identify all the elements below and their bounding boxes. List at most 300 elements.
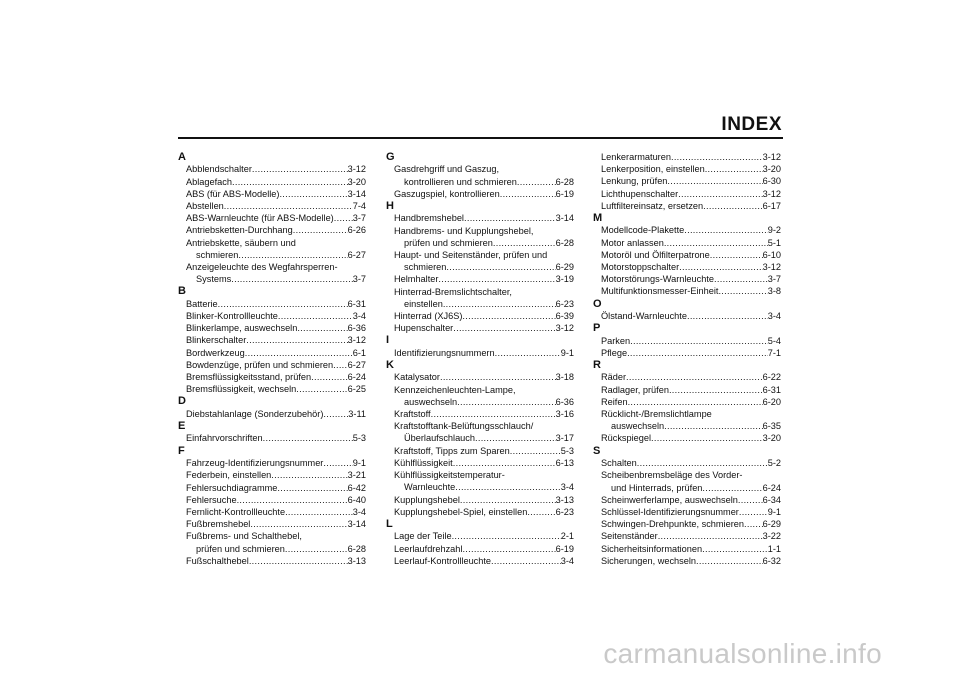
- index-letter-heading: H: [386, 200, 394, 213]
- index-entry-page: 6-1: [352, 347, 366, 358]
- index-entry: [593, 347, 781, 359]
- index-entry-term: Systems: [196, 274, 232, 285]
- index-entry-page: 3-4: [560, 555, 574, 566]
- index-entry-page: 9-1: [560, 347, 574, 358]
- index-letter-heading: M: [593, 212, 603, 225]
- dot-leader: [493, 237, 556, 249]
- index-entry-page: 3-12: [347, 164, 366, 175]
- dot-leader: [679, 261, 762, 273]
- index-entry: [593, 530, 781, 542]
- dot-leader: [238, 249, 347, 261]
- dot-leader: [658, 530, 763, 542]
- index-entry: [386, 555, 574, 567]
- index-entry-page: 3-7: [352, 213, 366, 224]
- index-entry-page: 6-42: [347, 482, 366, 493]
- index-entry: [178, 200, 366, 212]
- dot-leader: [678, 188, 762, 200]
- index-entry-term: Leerlauf-Kontrollleuchte: [394, 555, 492, 566]
- index-entry-page: 3-4: [352, 506, 366, 517]
- dot-leader: [323, 457, 352, 469]
- index-entry-term: Kühlflüssigkeit: [394, 457, 453, 468]
- dot-leader: [714, 273, 768, 285]
- index-entry-term: Abstellen: [186, 201, 224, 212]
- index-entry-page: 3-14: [347, 519, 366, 530]
- index-entry: [593, 151, 781, 163]
- index-entry-page: 1-1: [767, 543, 781, 554]
- index-entry-page: 9-1: [767, 506, 781, 517]
- index-entry-page: 3-4: [767, 311, 781, 322]
- index-entry-term: Lenkerposition, einstellen: [601, 164, 705, 175]
- index-letter-heading: D: [178, 395, 186, 408]
- index-entry-page: 3-8: [767, 286, 781, 297]
- index-entry-term: Hupenschalter: [394, 323, 454, 334]
- dot-leader: [431, 408, 556, 420]
- dot-leader: [237, 494, 348, 506]
- index-entry-term: Fehlersuchdiagramme: [186, 482, 278, 493]
- dot-leader: [684, 224, 767, 236]
- dot-leader: [311, 371, 348, 383]
- index-entry-page: 3-12: [347, 335, 366, 346]
- index-entry: [386, 543, 574, 555]
- index-entry-page: 6-26: [347, 225, 366, 236]
- index-entry-term: Motorstörungs-Warnleuchte: [601, 274, 715, 285]
- index-entry-page: 5-4: [767, 335, 781, 346]
- index-entry-term: Federbein, einstellen: [186, 470, 272, 481]
- index-entry-term: Bremsflüssigkeitsstand, prüfen: [186, 372, 312, 383]
- index-entry: [386, 212, 574, 224]
- index-entry-term: Lenkerarmaturen: [601, 152, 671, 162]
- index-entry-page: 6-24: [347, 372, 366, 383]
- index-entry-term: Bordwerkzeug: [186, 347, 245, 358]
- index-entry-page: 6-32: [762, 555, 781, 566]
- index-entry-term: Sicherungen, wechseln: [601, 555, 696, 566]
- index-entry-term: Einfahrvorschriften: [186, 433, 263, 444]
- index-entry: [178, 298, 366, 310]
- index-entry-page: 3-14: [347, 188, 366, 199]
- index-entry-page: 5-3: [352, 433, 366, 444]
- index-entry: [386, 396, 574, 408]
- dot-leader: [250, 518, 347, 530]
- dot-leader: [475, 432, 556, 444]
- index-entry-heading: Hinterrad-Bremslichtschalter,: [394, 286, 512, 297]
- index-entry-page: 6-23: [555, 506, 574, 517]
- dot-leader: [500, 188, 556, 200]
- index-entry-page: 6-31: [762, 384, 781, 395]
- index-entry-page: 3-16: [555, 409, 574, 420]
- dot-leader: [744, 518, 763, 530]
- index-entry: [593, 506, 781, 518]
- dot-leader: [245, 347, 353, 359]
- index-entry-page: 3-14: [555, 213, 574, 224]
- index-entry-page: 6-27: [347, 359, 366, 370]
- index-entry-page: 3-11: [348, 408, 366, 419]
- index-entry: [386, 188, 574, 200]
- index-entry: [386, 530, 574, 542]
- dot-leader: [218, 298, 348, 310]
- index-entry-term: Hinterrad (XJ6S): [394, 311, 463, 322]
- dot-leader: [464, 212, 556, 224]
- index-entry-term: kontrollieren und schmieren: [404, 176, 517, 187]
- dot-leader: [664, 237, 768, 249]
- index-entry: [593, 457, 781, 469]
- index-entry-term: Pflege: [601, 347, 628, 358]
- dot-leader: [671, 151, 763, 163]
- index-entry-term: Luftfiltereinsatz, ersetzen: [601, 200, 704, 211]
- index-entry-page: 6-36: [555, 396, 574, 407]
- index-entry-page: 9-2: [767, 225, 781, 236]
- index-entry-term: Blinkerlampe, auswechseln: [186, 323, 298, 334]
- index-entry-page: 5-1: [767, 237, 781, 248]
- index-entry: [593, 482, 781, 494]
- dot-leader: [637, 457, 768, 469]
- index-entry-term: Multifunktionsmesser-Einheit: [601, 286, 719, 297]
- index-entry-term: Antriebsketten-Durchhang: [186, 225, 293, 236]
- dot-leader: [739, 506, 768, 518]
- index-entry: [593, 163, 781, 175]
- index-entry: [178, 347, 366, 359]
- index-entry: [593, 273, 781, 285]
- index-entry-page: 3-7: [767, 274, 781, 285]
- index-entry-page: 9-1: [352, 458, 366, 469]
- index-entry: [386, 322, 574, 334]
- index-entry: [178, 482, 366, 494]
- index-entry-heading: Kühlflüssigkeitstemperatur-: [394, 470, 505, 481]
- index-entry: [593, 175, 781, 187]
- index-entry-term: Scheinwerferlampe, auswechseln: [601, 494, 738, 505]
- dot-leader: [252, 163, 348, 175]
- index-entry: [178, 506, 366, 518]
- index-entry: [178, 188, 366, 200]
- index-entry: [386, 310, 574, 322]
- index-entry-page: 6-29: [762, 519, 781, 530]
- index-entry: [386, 408, 574, 420]
- index-entry-term: Ablagefach: [186, 176, 232, 187]
- index-letter-heading: I: [386, 334, 390, 347]
- index-entry-heading: Kraftstofftank-Belüftungsschlauch/: [394, 421, 534, 432]
- index-entry-term: Überlaufschlauch: [404, 433, 475, 444]
- index-entry-page: 6-17: [762, 200, 781, 211]
- index-entry-page: 3-20: [762, 164, 781, 175]
- index-entry-term: Leerlaufdrehzahl: [394, 543, 463, 554]
- dot-leader: [323, 408, 348, 420]
- index-entry: [178, 518, 366, 530]
- index-entry: [593, 432, 781, 444]
- index-letter-heading: S: [593, 444, 601, 457]
- index-entry-term: prüfen und schmieren: [196, 543, 285, 554]
- watermark: carmanualsonline.info: [603, 638, 882, 669]
- index-entry-term: Lage der Teile: [394, 531, 452, 542]
- index-entry: [178, 555, 366, 567]
- index-entry-page: 6-39: [555, 311, 574, 322]
- index-entry-page: 6-36: [347, 323, 366, 334]
- index-letter-heading: R: [593, 359, 601, 372]
- index-entry: [386, 445, 574, 457]
- index-letter-heading: O: [593, 297, 602, 310]
- index-entry: [593, 384, 781, 396]
- index-entry-page: 3-7: [352, 274, 366, 285]
- index-entry-term: Rückspiegel: [601, 433, 652, 444]
- index-entry-page: 6-19: [555, 543, 574, 554]
- dot-leader: [630, 335, 768, 347]
- index-entry-page: 3-4: [560, 482, 574, 493]
- index-entry: [178, 322, 366, 334]
- dot-leader: [651, 432, 763, 444]
- dot-leader: [263, 432, 353, 444]
- index-entry-page: 3-13: [555, 494, 574, 505]
- index-entry-term: Diebstahlanlage (Sonderzubehör): [186, 408, 324, 419]
- dot-leader: [696, 555, 763, 567]
- dot-leader: [224, 200, 353, 212]
- index-entry-page: 5-3: [560, 445, 574, 456]
- dot-leader: [231, 273, 352, 285]
- index-entry-term: schmieren: [196, 249, 239, 260]
- dot-leader: [271, 469, 347, 481]
- index-entry: [593, 420, 781, 432]
- index-entry-term: Bremsflüssigkeit, wechseln: [186, 384, 297, 395]
- index-entry-page: 6-28: [555, 237, 574, 248]
- index-entry-term: prüfen und schmieren: [404, 237, 493, 248]
- index-entry-page: 6-19: [555, 188, 574, 199]
- index-letter-heading: A: [178, 151, 186, 163]
- index-entry-term: Schlüssel-Identifizierungsnummer: [601, 506, 739, 517]
- index-entry-page: 6-23: [555, 298, 574, 309]
- index-entry: [593, 555, 781, 567]
- dot-leader: [702, 543, 768, 555]
- dot-leader: [455, 481, 560, 493]
- dot-leader: [495, 347, 561, 359]
- dot-leader: [710, 249, 763, 261]
- dot-leader: [293, 224, 348, 236]
- index-entry-page: 6-35: [762, 421, 781, 432]
- index-entry: [386, 494, 574, 506]
- index-entry-term: Schwingen-Drehpunkte, schmieren: [601, 519, 744, 530]
- index-entry-heading: Anzeigeleuchte des Wegfahrsperren-: [186, 262, 338, 273]
- index-entry-term: Sicherheitsinformationen: [601, 543, 703, 554]
- index-letter-heading: P: [593, 322, 601, 335]
- index-letter-heading: E: [178, 420, 186, 433]
- index-entry-term: Lichthupenschalter: [601, 188, 679, 199]
- index-entry-heading: Haupt- und Seitenständer, prüfen und: [394, 250, 548, 261]
- index-entry-page: 3-21: [347, 470, 366, 481]
- index-entry: [593, 310, 781, 322]
- index-entry-term: Reifen: [601, 396, 628, 407]
- index-entry-term: ABS-Warnleuchte (für ABS-Modelle): [186, 213, 334, 224]
- index-entry: [386, 261, 574, 273]
- index-entry-term: Warnleuchte: [404, 482, 456, 493]
- dot-leader: [667, 175, 762, 187]
- index-entry-page: 3-12: [555, 323, 574, 334]
- index-entry-page: 5-2: [767, 458, 781, 469]
- index-entry-term: auswechseln: [611, 421, 665, 432]
- dot-leader: [249, 555, 348, 567]
- index-entry: [593, 261, 781, 273]
- index-entry-term: Fußschalthebel: [186, 555, 249, 566]
- index-entry-page: 3-12: [762, 262, 781, 273]
- index-letter-heading: F: [178, 444, 185, 457]
- dot-leader: [232, 176, 348, 188]
- index-entry-term: Ölstand-Warnleuchte: [601, 311, 687, 322]
- index-entry-term: Motoröl und Ölfilterpatrone: [601, 249, 710, 260]
- index-entry-heading: Gasdrehgriff und Gaszug,: [394, 164, 500, 175]
- index-entry: [386, 298, 574, 310]
- dot-leader: [460, 494, 556, 506]
- index-entry-term: Bowdenzüge, prüfen und schmieren: [186, 359, 334, 370]
- index-letter-heading: K: [386, 359, 394, 372]
- index-entry-page: 7-1: [767, 347, 781, 358]
- index-entry-page: 6-20: [762, 396, 781, 407]
- index-entry-term: und Hinterrads, prüfen: [611, 482, 703, 493]
- index-entry-heading: Rücklicht-/Bremslichtlampe: [601, 409, 712, 420]
- index-entry-page: 6-30: [762, 176, 781, 187]
- index-entry-term: Kupplungshebel-Spiel, einstellen: [394, 506, 528, 517]
- index-entry-page: 6-40: [347, 494, 366, 505]
- index-entry: [178, 273, 366, 285]
- index-entry-term: Kupplungshebel: [394, 494, 460, 505]
- index-entry-page: 6-25: [347, 384, 366, 395]
- index-column-3: [593, 151, 781, 567]
- dot-leader: [669, 384, 763, 396]
- index-entry-page: 6-28: [347, 543, 366, 554]
- index-entry: [593, 285, 781, 297]
- dot-leader: [457, 396, 555, 408]
- index-entry-term: Batterie: [186, 298, 218, 309]
- index-entry-term: Schalten: [601, 458, 637, 469]
- dot-leader: [627, 347, 768, 359]
- index-entry: [178, 371, 366, 383]
- dot-leader: [333, 359, 348, 371]
- index-entry-term: schmieren: [404, 262, 447, 273]
- index-entry-page: 3-19: [555, 274, 574, 285]
- dot-leader: [446, 261, 555, 273]
- index-entry-page: 3-4: [352, 311, 366, 322]
- dot-leader: [527, 506, 555, 518]
- index-entry-page: 6-27: [347, 249, 366, 260]
- index-entry: [178, 383, 366, 395]
- title-rule: [178, 137, 783, 139]
- index-entry-page: 3-13: [347, 555, 366, 566]
- dot-leader: [297, 322, 347, 334]
- dot-leader: [334, 212, 353, 224]
- index-column-2: [386, 151, 574, 567]
- index-entry: [386, 347, 574, 359]
- index-entry: [178, 543, 366, 555]
- index-entry-page: 6-29: [555, 262, 574, 273]
- index-entry: [593, 249, 781, 261]
- dot-leader: [246, 334, 347, 346]
- dot-leader: [664, 420, 762, 432]
- index-entry-term: ABS (für ABS-Modelle): [186, 188, 280, 199]
- index-entry-term: Gaszugspiel, kontrollieren: [394, 188, 500, 199]
- index-entry-heading: Scheibenbremsbeläge des Vorder-: [601, 470, 743, 481]
- index-entry-page: 6-24: [762, 482, 781, 493]
- page-title: INDEX: [721, 114, 782, 135]
- index-entry: [386, 176, 574, 188]
- index-entry-heading: Fußbrems- und Schalthebel,: [186, 531, 302, 542]
- index-entry-page: 6-22: [762, 372, 781, 383]
- index-entry: [178, 334, 366, 346]
- index-entry-term: Motorstoppschalter: [601, 262, 680, 273]
- dot-leader: [510, 445, 561, 457]
- index-entry: [178, 249, 366, 261]
- dot-leader: [705, 163, 763, 175]
- index-entry-term: Fernlicht-Kontrollleuchte: [186, 506, 286, 517]
- index-entry: [593, 188, 781, 200]
- index-entry-term: Fehlersuche: [186, 494, 237, 505]
- dot-leader: [718, 285, 767, 297]
- index-entry: [593, 518, 781, 530]
- index-entry: [593, 396, 781, 408]
- index-entry-page: 7-4: [352, 201, 366, 212]
- index-entry-term: Kraftstoff: [394, 409, 431, 420]
- index-entry-term: Fahrzeug-Identifizierungsnummer: [186, 458, 324, 469]
- index-entry-term: Fußbremshebel: [186, 519, 251, 530]
- dot-leader: [628, 396, 763, 408]
- dot-leader: [285, 506, 353, 518]
- index-entry-page: 6-31: [347, 298, 366, 309]
- index-entry-term: auswechseln: [404, 396, 458, 407]
- index-entry: [178, 212, 366, 224]
- index-entry: [178, 457, 366, 469]
- index-entry-heading: Antriebskette, säubern und: [186, 237, 296, 248]
- index-letter-heading: B: [178, 285, 186, 298]
- index-entry-term: Handbremshebel: [394, 213, 464, 224]
- index-column-1: [178, 151, 366, 567]
- dot-leader: [438, 273, 555, 285]
- index-entry: [178, 163, 366, 175]
- index-entry-term: Helmhalter: [394, 274, 439, 285]
- index-entry: [386, 506, 574, 518]
- dot-leader: [702, 482, 762, 494]
- index-entry-heading: Kennzeichenleuchten-Lampe,: [394, 384, 516, 395]
- index-entry-term: Katalysator: [394, 372, 440, 383]
- dot-leader: [277, 482, 347, 494]
- index-letter-heading: L: [386, 517, 393, 530]
- index-entry-term: Radlager, prüfen: [601, 384, 669, 395]
- index-entry: [178, 176, 366, 188]
- index-entry-page: 3-20: [347, 176, 366, 187]
- index-entry-term: Identifizierungsnummern: [394, 347, 495, 358]
- dot-leader: [738, 494, 763, 506]
- index-entry-page: 3-22: [762, 531, 781, 542]
- index-entry: [386, 273, 574, 285]
- index-entry-term: Modellcode-Plakette: [601, 225, 685, 236]
- index-entry: [593, 543, 781, 555]
- dot-leader: [285, 543, 348, 555]
- index-entry-term: Blinker-Kontrollleuchte: [186, 311, 278, 322]
- index-letter-heading: G: [386, 151, 395, 163]
- dot-leader: [462, 543, 555, 555]
- index-entry-page: 6-28: [555, 176, 574, 187]
- dot-leader: [453, 457, 556, 469]
- index-entry-term: Abblendschalter: [186, 164, 252, 175]
- index-entry-page: 6-34: [762, 494, 781, 505]
- index-entry-page: 2-1: [560, 531, 574, 542]
- index-entry: [593, 494, 781, 506]
- dot-leader: [452, 530, 561, 542]
- index-entry-page: 6-10: [762, 249, 781, 260]
- index-entry: [178, 408, 366, 420]
- index-entry-page: 3-17: [555, 433, 574, 444]
- dot-leader: [443, 298, 556, 310]
- dot-leader: [462, 310, 555, 322]
- index-entry-page: 3-18: [555, 372, 574, 383]
- index-entry-page: 3-12: [762, 152, 781, 162]
- dot-leader: [491, 555, 561, 567]
- index-entry-term: Blinkerschalter: [186, 335, 247, 346]
- dot-leader: [440, 371, 556, 383]
- index-entry-term: Kraftstoff, Tipps zum Sparen: [394, 445, 510, 456]
- index-entry-term: Parken: [601, 335, 631, 346]
